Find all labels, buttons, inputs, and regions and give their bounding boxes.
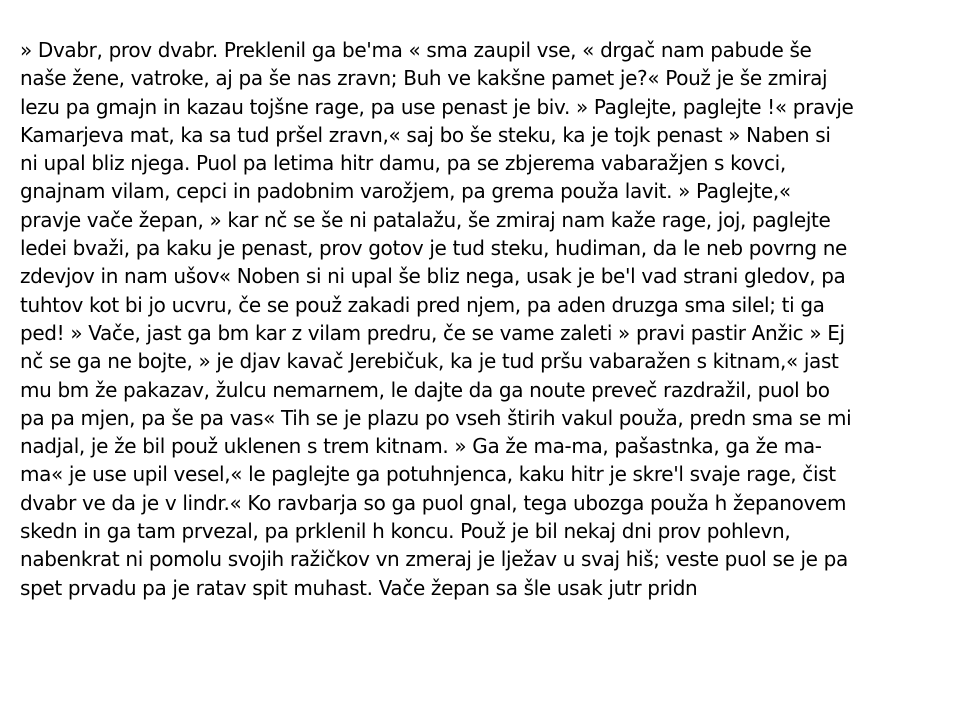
text-line: skedn in ga tam prvezal, pa prklenil h koncu. Použ je bil nekaj dni prov pohlevn, xyxy=(20,519,791,544)
text-line: zdevjov in nam ušov« Noben si ni upal še bliz nega, usak je be'l vad strani gledov, pa xyxy=(20,264,846,289)
body-text xyxy=(20,36,945,602)
text-line: nč se ga ne bojte, » je djav kavač Jerebičuk, ka je tud pršu vabaražen s kitnam,« jast xyxy=(20,349,839,374)
text-line: nadjal, je že bil použ uklenen s trem kitnam. » Ga že ma-ma, pašastnka, ga že ma- xyxy=(20,434,822,459)
text-line: spet prvadu pa je ratav spit muhast. Vače žepan sa šle usak jutr pridn xyxy=(20,575,698,600)
text-line: naše žene, vatroke, aj pa še nas zravn; Buh ve kakšne pamet je?« Použ je še zmiraj xyxy=(20,66,828,91)
text-line: pravje vače žepan, » kar nč se še ni patalažu, še zmiraj nam kaže rage, joj, paglejte xyxy=(20,207,831,232)
text-line: ped! » Vače, jast ga bm kar z vilam predru, če se vame zaleti » pravi pastir Anžic » Ej xyxy=(20,320,845,345)
text-line: ni upal bliz njega. Puol pa letima hitr damu, pa se zbjerema vabaražjen s kovci, xyxy=(20,151,786,176)
text-line: ma« je use upil vesel,« le paglejte ga potuhnjenca, kaku hitr je skre'l svaje rage, čist xyxy=(20,462,836,487)
text-line: ledei bvaži, pa kaku je penast, prov gotov je tud steku, hudiman, da le neb povrng ne xyxy=(20,236,847,261)
text-line: mu bm že pakazav, žulcu nemarnem, le dajte da ga noute preveč razdražil, puol bo xyxy=(20,377,830,402)
text-line: dvabr ve da je v lindr.« Ko ravbarja so ga puol gnal, tega ubozga použa h žepanovem xyxy=(20,490,847,515)
text-line: lezu pa gmajn in kazau tojšne rage, pa use penast je biv. » Paglejte, paglejte !« pravje xyxy=(20,94,854,119)
text-line: nabenkrat ni pomolu svojih ražičkov vn zmeraj je lježav u svaj hiš; veste puol se je pa xyxy=(20,547,848,572)
text-line: tuhtov kot bi jo ucvru, če se použ zakadi pred njem, pa aden druzga sma silel; ti ga xyxy=(20,292,825,317)
text-line: » Dvabr, prov dvabr. Preklenil ga be'ma « sma zaupil vse, « drgač nam pabude še xyxy=(20,38,812,62)
text-line: Kamarjeva mat, ka sa tud pršel zravn,« saj bo še steku, ka je tojk penast » Naben si xyxy=(20,122,831,147)
text-line: gnajnam vilam, cepci in padobnim varožjem, pa grema použa lavit. » Paglejte,« xyxy=(20,179,791,204)
text-line: pa pa mjen, pa še pa vas« Tih se je plazu po vseh štirih vakul použa, predn sma se mi xyxy=(20,405,852,430)
